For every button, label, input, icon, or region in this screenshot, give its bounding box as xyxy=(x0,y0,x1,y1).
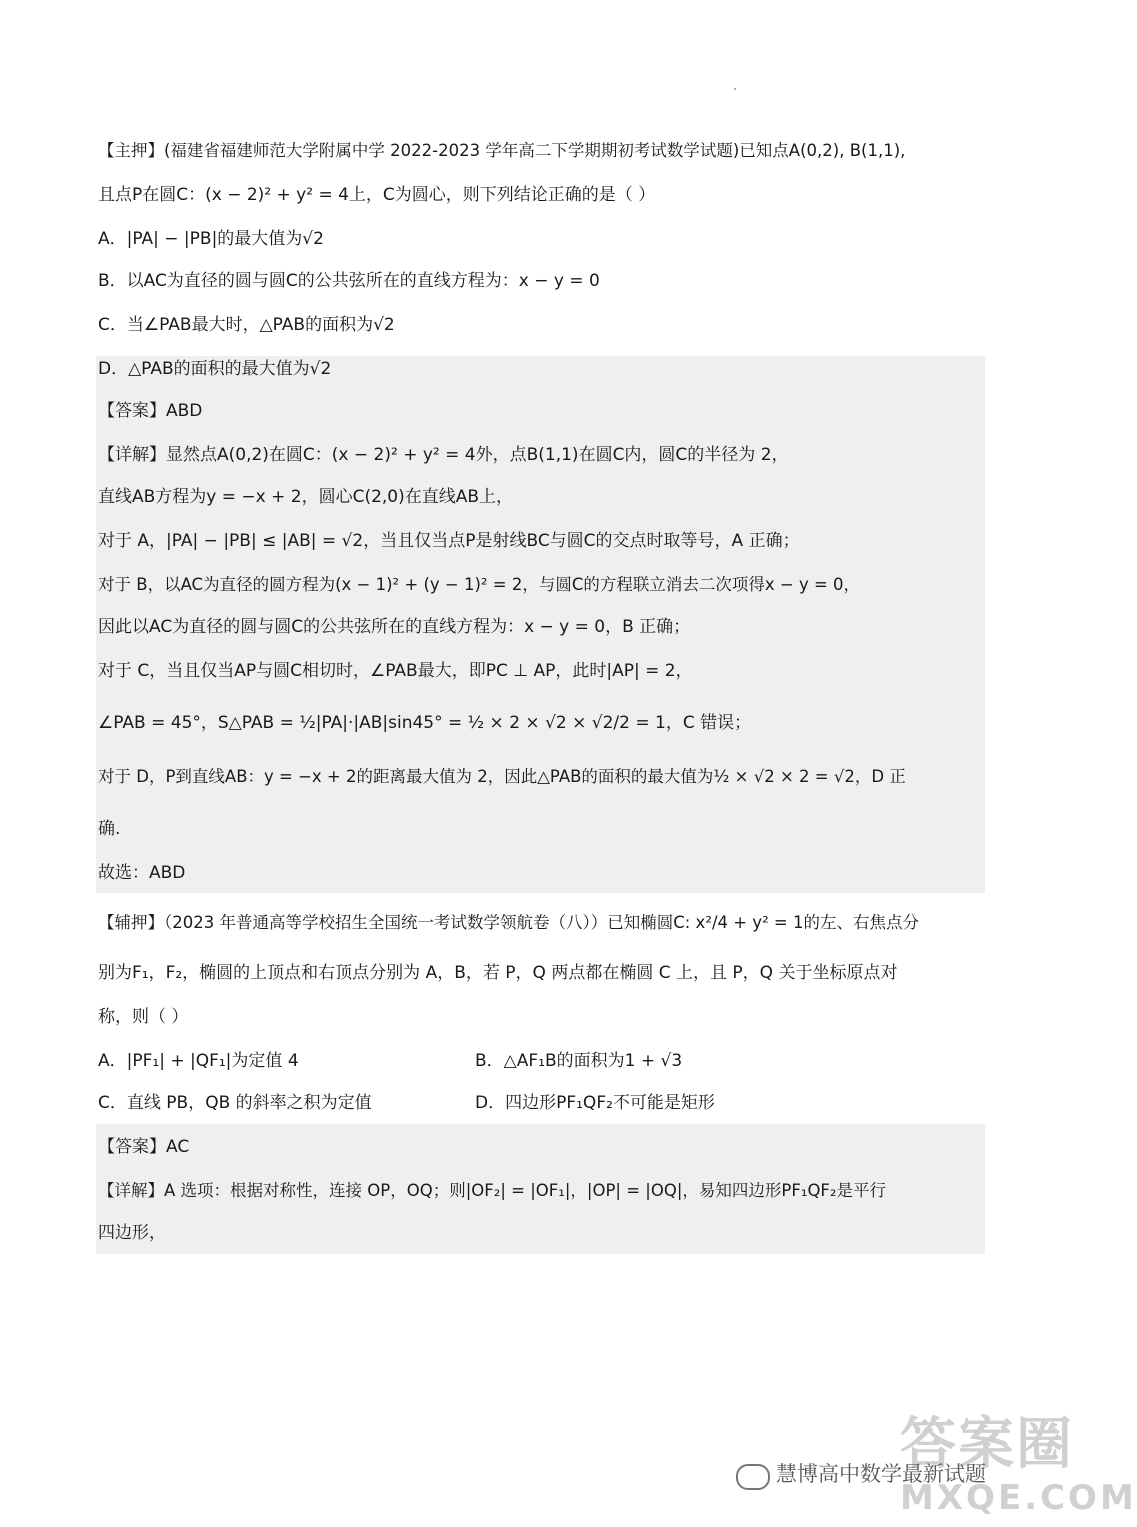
q1-detail-4: 对于 B，以AC为直径的圆方程为(x − 1)² + (y − 1)² = 2，与圆C的方程联立消去二次项得x − y = 0， xyxy=(98,575,861,594)
watermark-logo: 答案圈 xyxy=(900,1412,1074,1477)
q1-option-a: A．|PA| − |PB|的最大值为√2 xyxy=(98,229,324,249)
q1-option-c: C．当∠PAB最大时，△PAB的面积为√2 xyxy=(98,315,395,335)
q1-answer: 【答案】ABD xyxy=(98,401,203,421)
wechat-icon xyxy=(736,1464,770,1490)
q1-detail-1: 【详解】显然点A(0,2)在圆C：(x − 2)² + y² = 4外，点B(1,1)在圆C内，圆C的半径为 2， xyxy=(98,445,789,465)
page-dot xyxy=(734,88,736,90)
watermark-site: MXQE.COM xyxy=(900,1478,1137,1518)
q2-answer: 【答案】AC xyxy=(98,1137,190,1157)
q1-detail-7: ∠PAB = 45°，S△PAB = ½|PA|·|AB|sin45° = ½ × 2 × √2 × √2/2 = 1，C 错误； xyxy=(98,713,752,733)
q1-detail-2: 直线AB方程为y = −x + 2，圆心C(2,0)在直线AB上， xyxy=(98,487,514,507)
q2-stem-line1: 【辅押】（2023 年普通高等学校招生全国统一考试数学领航卷（八））已知椭圆C: x²/4 + y² = 1的左、右焦点分 xyxy=(98,913,920,932)
watermark-account: 慧博高中数学最新试题 xyxy=(776,1462,986,1486)
q2-stem-line3: 称，则（ ） xyxy=(98,1007,189,1027)
q1-detail-6: 对于 C，当且仅当AP与圆C相切时，∠PAB最大，即PC ⊥ AP，此时|AP| = 2， xyxy=(98,661,693,681)
q1-option-b: B．以AC为直径的圆与圆C的公共弦所在的直线方程为：x − y = 0 xyxy=(98,271,600,291)
q2-detail-2: 四边形， xyxy=(98,1223,166,1243)
q1-stem-line1: 【主押】(福建省福建师范大学附属中学 2022-2023 学年高二下学期期初考试数学试题)已知点A(0,2), B(1,1), xyxy=(98,141,906,160)
q1-stem-line2: 且点P在圆C：(x − 2)² + y² = 4上，C为圆心，则下列结论正确的是（ ） xyxy=(98,185,656,205)
q2-option-b: B．△AF₁B的面积为1 + √3 xyxy=(475,1051,683,1071)
q1-choose: 故选：ABD xyxy=(98,863,186,883)
q1-option-d: D．△PAB的面积的最大值为√2 xyxy=(98,359,332,379)
q1-detail-8: 对于 D，P到直线AB：y = −x + 2的距离最大值为 2，因此△PAB的面积的最大值为½ × √2 × 2 = √2，D 正 xyxy=(98,767,906,786)
q1-detail-3: 对于 A，|PA| − |PB| ≤ |AB| = √2，当且仅当点P是射线BC与圆C的交点时取等号，A 正确； xyxy=(98,531,800,551)
q1-detail-9: 确. xyxy=(98,819,121,839)
q1-detail-5: 因此以AC为直径的圆与圆C的公共弦所在的直线方程为：x − y = 0，B 正确； xyxy=(98,617,691,637)
q2-stem-line2: 别为F₁，F₂，椭圆的上顶点和右顶点分别为 A，B，若 P，Q 两点都在椭圆 C 上，且 P，Q 关于坐标原点对 xyxy=(98,963,898,983)
q2-option-c: C．直线 PB，QB 的斜率之积为定值 xyxy=(98,1093,372,1113)
q2-option-d: D．四边形PF₁QF₂不可能是矩形 xyxy=(475,1093,715,1113)
q2-option-a: A．|PF₁| + |QF₁|为定值 4 xyxy=(98,1051,299,1071)
q2-detail-1: 【详解】A 选项：根据对称性，连接 OP，OQ；则|OF₂| = |OF₁|，|OP| = |OQ|，易知四边形PF₁QF₂是平行 xyxy=(98,1181,887,1200)
